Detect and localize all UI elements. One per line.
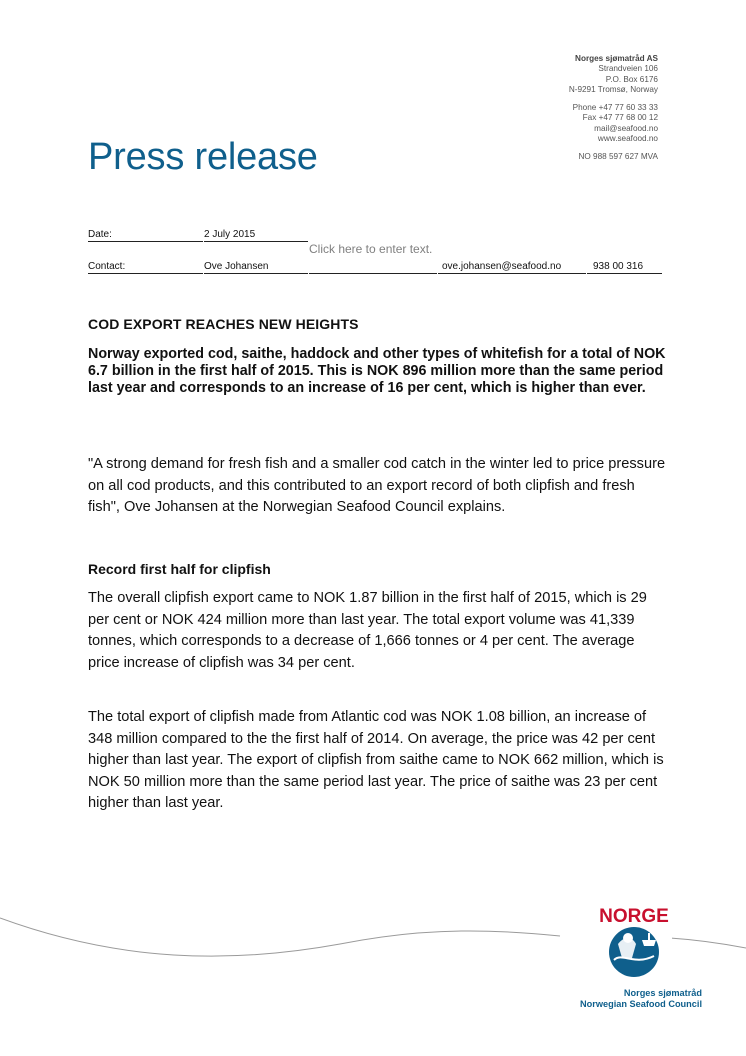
- quote-paragraph: "A strong demand for fresh fish and a smaller cod catch in the winter led to price pressure on all cod products, and this contributed to an export record of both clipfish and fresh fish", Ove Johansen at the Norwegian Seafood Council explains.: [88, 456, 666, 515]
- address-line: P.O. Box 6176: [605, 74, 658, 84]
- company-name: Norges sjømatråd AS: [575, 54, 658, 63]
- body-paragraph-1: The overall clipfish export came to NOK 1.87 billion in the first half of 2015, which is 29 per cent or NOK 424 million more than last year. The total export volume was 41,339 tonnes, which corresponds to a decrease of 1,666 tonnes or 4 per cent. The average price increase of clipfish was 34 per cent.: [88, 590, 647, 671]
- contact-label: Contact:: [88, 261, 126, 272]
- contact-phone: 938 00 316: [593, 261, 644, 272]
- norge-logo: [588, 892, 680, 984]
- footer-line-1: Norges sjømatråd: [623, 988, 702, 998]
- placeholder-text: Click here to enter text.: [309, 242, 433, 256]
- date-label: Date:: [88, 229, 112, 240]
- phone-line: Phone +47 77 60 33 33: [572, 103, 658, 113]
- web-line: www.seafood.no: [597, 134, 658, 144]
- email-line: mail@seafood.no: [594, 123, 658, 133]
- date-value-cell: [204, 229, 308, 242]
- contact-name-cell: [204, 261, 308, 274]
- contact-email-cell: [438, 261, 586, 274]
- contact-name: Ove Johansen: [204, 261, 269, 272]
- footer-brand: [580, 988, 702, 1010]
- date-label-cell: [88, 229, 203, 242]
- click-to-enter-field[interactable]: [309, 243, 437, 274]
- contact-phone-cell: [587, 261, 662, 274]
- contact-email: ove.johansen@seafood.no: [442, 261, 562, 272]
- logo-text: NORGE: [599, 906, 669, 927]
- address-line: Strandveien 106: [598, 64, 658, 74]
- org-number: NO 988 597 627 MVA: [578, 152, 658, 162]
- footer-line-2: Norwegian Seafood Council: [580, 999, 702, 1009]
- date-value: 2 July 2015: [204, 229, 256, 240]
- subheading: Record first half for clipfish: [88, 561, 271, 577]
- headline: COD EXPORT REACHES NEW HEIGHTS: [88, 316, 359, 332]
- fax-line: Fax +47 77 68 00 12: [582, 113, 658, 123]
- lead-paragraph: Norway exported cod, saithe, haddock and other types of whitefish for a total of NOK 6.7 billion in the first half of 2015. This is NOK 896 million more than the same period last year and corresponds to an increase of 16 per cent, which is higher than ever.: [88, 346, 666, 396]
- page-title: Press release: [88, 136, 318, 178]
- contact-label-cell: [88, 261, 203, 274]
- address-line: N-9291 Tromsø, Norway: [568, 84, 658, 94]
- body-paragraph-2: The total export of clipfish made from Atlantic cod was NOK 1.08 billion, an increase of 348 million compared to the the first half of 2014. On average, the price was 42 per cent higher than last year. The export of clipfish from saithe came to NOK 662 million, which is NOK 50 million more than the same period last year. The price of saithe was 23 per cent higher than last year.: [88, 709, 664, 811]
- company-info: [398, 54, 658, 163]
